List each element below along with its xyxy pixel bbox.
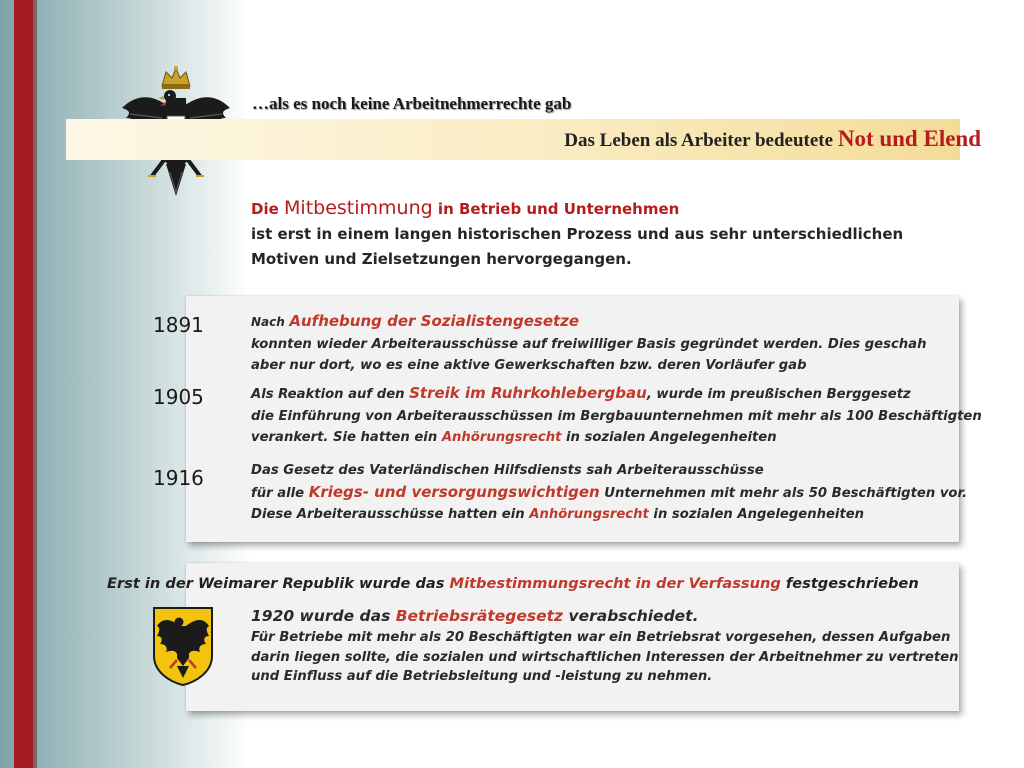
weimar-eagle-shield-icon (152, 606, 214, 686)
entry-1920-lead (251, 604, 956, 628)
entry-1920-line-4: und Einfluss auf die Betriebsleitung und -leistung zu nehmen. (251, 669, 713, 684)
entry-1891-line-3: aber nur dort, wo es eine aktive Gewerkschaften bzw. deren Vorläufer gab (251, 358, 807, 373)
weimar-heading (107, 575, 919, 592)
weimar-heading-a: Erst in der Weimarer Republik wurde das (107, 575, 445, 592)
intro-die: Die (251, 200, 279, 218)
entry-1905-l3-c: in sozialen Angelegenheiten (565, 430, 777, 445)
entry-1920-lead-c: verabschiedet. (568, 607, 699, 625)
subtitle: …als es noch keine Arbeitnehmerrechte gab (252, 94, 572, 113)
year-1891: 1891 (153, 313, 204, 337)
page-title-prefix: Das Leben als Arbeiter bedeutete (564, 130, 834, 151)
entry-1920-line-3: darin liegen sollte, die sozialen und wirtschaftlichen Interessen der Arbeitnehmer zu vertreten (251, 649, 959, 665)
entry-1916-anhoerungsrecht: Anhörungsrecht (529, 507, 649, 522)
entry-1916-highlight: Kriegs- und versorgungswichtigen (308, 482, 600, 501)
entry-1916-l3-a: Diese Arbeiterausschüsse hatten ein (251, 507, 525, 522)
entry-1905-anhoerungsrecht: Anhörungsrecht (441, 430, 562, 445)
entry-1905-text-c: , wurde im preußischen Berggesetz (646, 387, 911, 402)
entry-1905-text-a: Als Reaktion auf den (251, 387, 405, 402)
entry-1905-highlight: Streik im Ruhrkohlebergbau (409, 384, 647, 402)
entry-1891-line-1 (251, 311, 956, 334)
entry-1916-l2-a: für alle (251, 485, 305, 501)
intro-text (251, 196, 971, 272)
page-title (564, 126, 981, 152)
entry-1916-line-1: Das Gesetz des Vaterländischen Hilfsdiensts sah Arbeiterausschüsse (251, 463, 764, 478)
entry-1891-line-2: konnten wieder Arbeiterausschüsse auf freiwilliger Basis gegründet werden. Dies geschah (251, 336, 927, 352)
entry-1916-l3-c: in sozialen Angelegenheiten (653, 507, 865, 522)
entry-1905 (251, 383, 982, 449)
entry-1891-nach: Nach (251, 315, 285, 329)
entry-1916-line-3 (251, 504, 956, 526)
entry-1916 (251, 460, 968, 526)
entry-1905-line-3 (251, 427, 956, 449)
entry-1920-lead-a: 1920 wurde das (251, 607, 391, 625)
page-title-accent: Not und Elend (837, 126, 981, 151)
year-1905: 1905 (153, 385, 204, 409)
entry-1920 (251, 604, 959, 687)
intro-line-1 (251, 196, 971, 222)
side-red-bar (14, 0, 33, 768)
weimar-heading-c: festgeschrieben (785, 575, 919, 592)
side-red-bar-shade (33, 0, 37, 768)
entry-1920-highlight: Betriebsrätegesetz (395, 607, 564, 625)
entry-1905-line-2: die Einführung von Arbeiterausschüssen im Bergbauunternehmen mit mehr als 100 Beschäftigten (251, 408, 982, 424)
intro-line-2: ist erst in einem langen historischen Prozess und aus sehr unterschiedlichen (251, 225, 904, 243)
entry-1891 (251, 311, 956, 377)
intro-mitbestimmung: Mitbestimmung (284, 197, 433, 219)
year-1916: 1916 (153, 466, 204, 490)
entry-1905-l3-a: verankert. Sie hatten ein (251, 430, 438, 445)
intro-betrieb: in Betrieb und Unternehmen (437, 200, 680, 218)
entry-1920-line-2: Für Betriebe mit mehr als 20 Beschäftigten war ein Betriebsrat vorgesehen, dessen Aufgaben (251, 630, 951, 645)
entry-1916-l2-c: Unternehmen mit mehr als 50 Beschäftigten vor. (604, 485, 968, 501)
entry-1905-line-1 (251, 383, 956, 406)
entry-1916-line-2 (251, 482, 968, 505)
entry-1891-highlight: Aufhebung der Sozialistengesetze (289, 312, 580, 330)
weimar-heading-highlight: Mitbestimmungsrecht in der Verfassung (449, 575, 781, 592)
intro-line-3: Motiven und Zielsetzungen hervorgegangen. (251, 250, 632, 268)
